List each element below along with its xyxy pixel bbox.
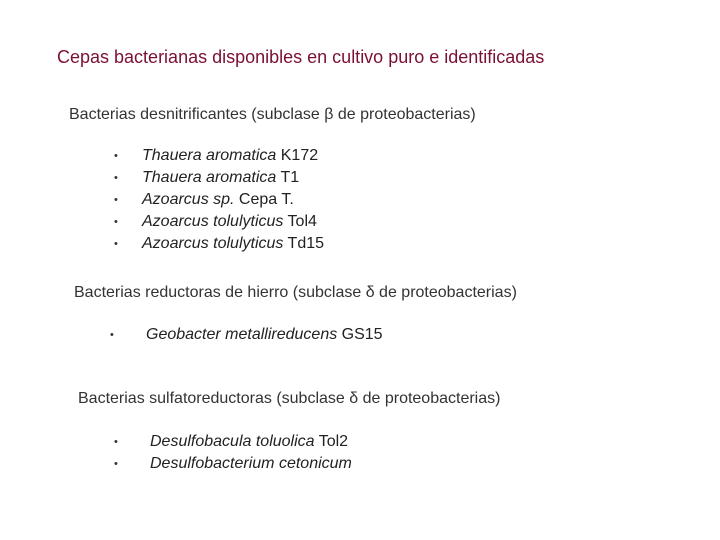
strain-name: K172: [276, 147, 319, 164]
bullet-icon: •: [114, 458, 118, 470]
slide-title: Cepas bacterianas disponibles en cultivo puro e identificadas: [57, 47, 545, 67]
species-name: Desulfobacula toluolica: [150, 433, 315, 450]
species-name: Desulfobacterium cetonicum: [150, 455, 352, 472]
species-name: Azoarcus tolulyticus: [142, 235, 284, 252]
bullet-icon: •: [114, 150, 118, 162]
strain-name: GS15: [337, 326, 383, 343]
strain-name: Tol4: [283, 213, 317, 230]
strain-name: Td15: [283, 235, 325, 252]
strain-name: Cepa T.: [234, 191, 294, 208]
strain-name: T1: [276, 169, 300, 186]
section-heading-sulfate-reducing: Bacterias sulfatoreductoras (subclase δ de proteobacterias): [78, 390, 501, 407]
species-name: Azoarcus sp.: [142, 191, 235, 208]
section-heading-iron-reducing: Bacterias reductoras de hierro (subclase δ de proteobacterias): [74, 284, 517, 301]
bullet-icon: •: [114, 172, 118, 184]
species-name: Thauera aromatica: [142, 147, 277, 164]
bullet-icon: •: [114, 238, 118, 250]
bullet-icon: •: [114, 194, 118, 206]
bullet-icon: •: [114, 216, 118, 228]
section-heading-denitrifying: Bacterias desnitrificantes (subclase β de proteobacterias): [69, 106, 476, 123]
species-name: Geobacter metallireducens: [146, 326, 338, 343]
species-name: Azoarcus tolulyticus: [142, 213, 284, 230]
strain-name: Tol2: [314, 433, 349, 450]
bullet-icon: •: [114, 436, 118, 448]
bullet-icon: •: [110, 329, 114, 341]
species-name: Thauera aromatica: [142, 169, 277, 186]
